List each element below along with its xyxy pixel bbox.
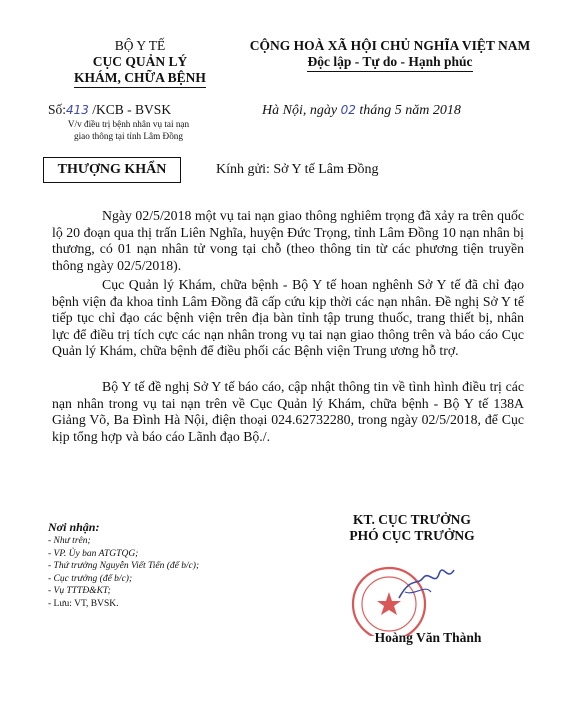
issuer-header <box>40 38 240 88</box>
ministry-name: BỘ Y TẾ <box>114 38 166 53</box>
department-name-1: CỤC QUẢN LÝ <box>92 54 188 69</box>
signature-line-2: PHÓ CỤC TRƯỞNG <box>349 528 475 543</box>
recipients-list <box>48 535 278 610</box>
list-item: - Thứ trưởng Nguyễn Viết Tiến (để b/c); <box>48 561 200 571</box>
document-subject: V/v điều trị bệnh nhân vụ tai nạn giao thông tại tỉnh Lâm Đồng <box>67 119 190 141</box>
national-name: CỘNG HOÀ XÃ HỘI CHỦ NGHĨA VIỆT NAM <box>249 38 531 53</box>
urgency-stamp: THƯỢNG KHẨN <box>43 157 181 183</box>
recipient-line: Kính gửi: Sở Y tế Lâm Đồng <box>216 162 379 177</box>
body-paragraph-2: Cục Quản lý Khám, chữa bệnh - Bộ Y tế hoan nghênh Sở Y tế đã chỉ đạo bệnh viện đa khoa tỉnh Lâm Đồng đã cấp cứu kịp thời các nạn nhân. Đề nghị Sở Y tế tiếp tục chỉ đạo các bệnh viện trên địa bàn tỉnh tập trung thuốc, trang thiết bị, nhân lực để điều trị tích cực các nạn nhân trong vụ tai nạn giao thông trên và báo cáo Cục Quản lý Khám, chữa bệnh để điều phối các Bệnh viện Trung ương hỗ trợ. <box>52 277 524 359</box>
list-item: - VP. Ủy ban ATGTQG; <box>48 548 139 559</box>
list-item: - Vụ TTTĐ&KT; <box>48 586 111 596</box>
document-number: Số:413 /KCB - BVSK <box>48 102 172 117</box>
national-header <box>225 38 555 72</box>
department-name-2: KHÁM, CHỮA BỆNH <box>74 70 206 88</box>
national-motto: Độc lập - Tự do - Hạnh phúc <box>307 54 472 72</box>
handwritten-day: 02 <box>340 103 356 117</box>
document-date: Hà Nội, ngày 02 tháng 5 năm 2018 <box>262 103 461 118</box>
signature-line-1: KT. CỤC TRƯỞNG <box>353 512 471 527</box>
signature-title <box>312 512 512 544</box>
official-seal-icon <box>339 556 459 636</box>
handwritten-number: 413 <box>66 103 89 117</box>
body-paragraph-3: Bộ Y tế đề nghị Sở Y tế báo cáo, cập nhật thông tin về tình hình điều trị các nạn nhân trong vụ tai nạn trên về Cục Quản lý Khám, chữa bệnh - Bộ Y tế 138A Giảng Võ, Ba Đình Hà Nội, điện thoại 024.62732280, trong ngày 02/5/2018, để Cục kịp tổng hợp và báo cáo Lãnh đạo Bộ./. <box>52 379 524 444</box>
recipients-title: Nơi nhận: <box>48 520 100 534</box>
list-item: - Như trên; <box>48 536 91 546</box>
list-item: - Cục trưởng (để b/c); <box>48 573 133 584</box>
signer-name: Hoàng Văn Thành <box>374 630 482 645</box>
list-item: - Lưu: VT, BVSK. <box>48 598 119 609</box>
body-paragraph-1: Ngày 02/5/2018 một vụ tai nạn giao thông nghiêm trọng đã xảy ra trên quốc lộ 20 đoạn qua thị trấn Liên Nghĩa, huyện Đức Trọng, tỉnh Lâm Đồng 10 nạn nhân bị thương, có 01 nạn nhân tử vong tại chỗ (theo thông tin từ các phương tiện truyền thông ngày 02/5/2018). <box>52 208 524 273</box>
